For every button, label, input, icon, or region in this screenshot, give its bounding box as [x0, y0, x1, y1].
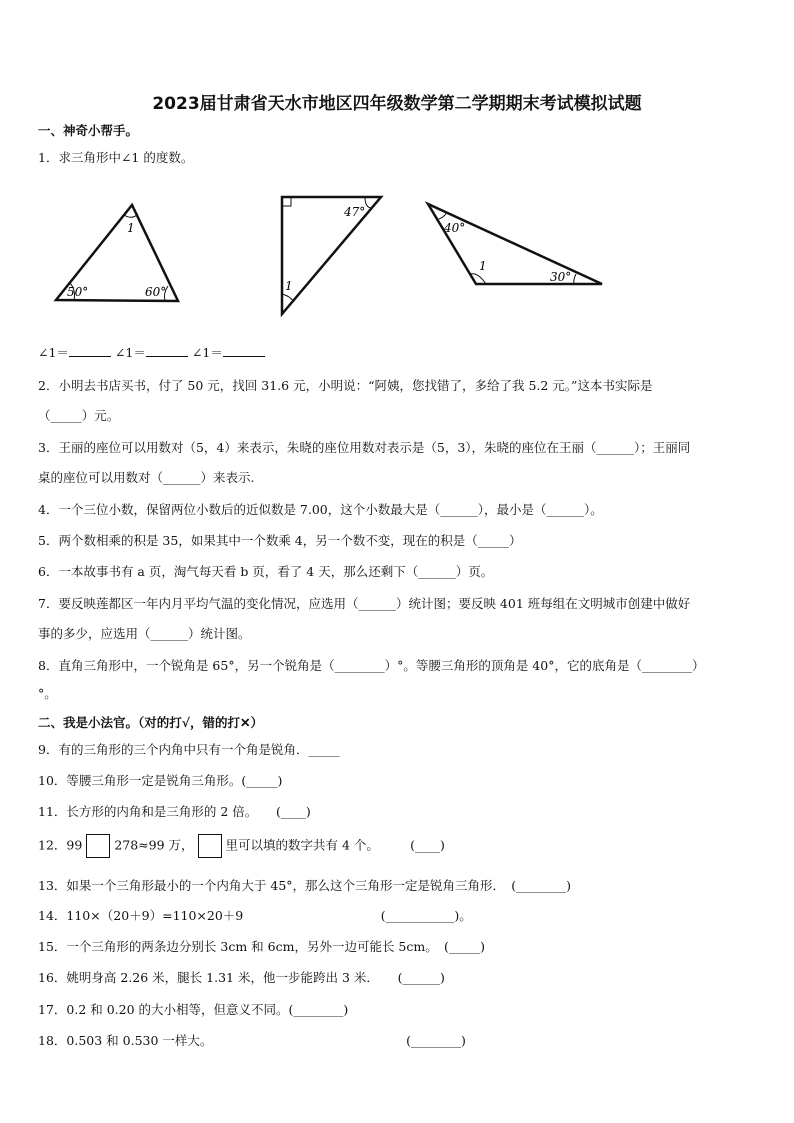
question-8-line-1: 8．直角三角形中，一个锐角是 65°，另一个锐角是（________）°。等腰三角形的顶角是 40°，它的底角是（________）: [38, 658, 705, 673]
t2-bottom-label: 1: [285, 279, 293, 293]
question-3-line-1: 3．王丽的座位可以用数对（5，4）来表示，朱晓的座位用数对表示是（5，3），朱晓的座位在王丽（______）；王丽同: [38, 440, 691, 455]
angle-answer-row: [38, 343, 265, 361]
q12-part-2: 278≈99 万，: [114, 837, 194, 853]
question-2-line-1: 2．小明去书店买书，付了 50 元，找回 31.6 元，小明说：“阿姨，您找错了，多给了我 5.2 元。”这本书实际是: [38, 378, 653, 393]
question-6: 6．一本故事书有 a 页，淘气每天看 b 页，看了 4 天，那么还剩下（______）页。: [38, 564, 494, 579]
t1-right-angle: 60°: [145, 285, 167, 299]
question-8-line-2: °。: [38, 686, 57, 701]
triangle-3: [428, 204, 602, 284]
triangle-figures: [0, 190, 794, 340]
t2-top-angle: 47°: [344, 205, 366, 219]
answer-blank-3[interactable]: [223, 344, 265, 357]
digit-box-2[interactable]: [198, 834, 222, 858]
section-1-heading: 一、神奇小帮手。: [38, 123, 139, 138]
t3-right-angle: 30°: [550, 270, 572, 284]
page-title: 2023届甘肃省天水市地区四年级数学第二学期期末考试模拟试题: [152, 94, 642, 114]
answer-blank-2[interactable]: [146, 344, 188, 357]
digit-box-1[interactable]: [86, 834, 110, 858]
t3-left-angle: 40°: [444, 221, 466, 235]
angle-answer-2: ∠1＝: [114, 345, 146, 360]
question-11: 11．长方形的内角和是三角形的 2 倍。 (____): [38, 804, 311, 819]
question-5: 5．两个数相乘的积是 35，如果其中一个数乘 4，另一个数不变，现在的积是（_____）: [38, 533, 522, 548]
q12-part-1: 12．99: [38, 837, 83, 853]
t1-vertex-label: 1: [127, 221, 135, 235]
section-2-heading: 二、我是小法官。（对的打√，错的打✕）: [38, 715, 263, 730]
t1-left-angle: 50°: [67, 285, 89, 299]
question-7-line-1: 7．要反映莲都区一年内月平均气温的变化情况，应选用（______）统计图；要反映 401 班每组在文明城市创建中做好: [38, 596, 691, 611]
question-12: [38, 834, 445, 858]
question-9: 9．有的三角形的三个内角中只有一个角是锐角．_____: [38, 742, 340, 757]
angle-answer-3: ∠1＝: [191, 345, 223, 360]
question-4: 4．一个三位小数，保留两位小数后的近似数是 7.00，这个小数最大是（______），最小是（______）。: [38, 502, 603, 517]
answer-blank-1[interactable]: [69, 344, 111, 357]
question-13: 13．如果一个三角形最小的一个内角大于 45°，那么这个三角形一定是锐角三角形． (________): [38, 878, 572, 893]
question-18: 18．0.503 和 0.530 一样大。 (________): [38, 1033, 466, 1048]
question-7-line-2: 事的多少，应选用（______）统计图。: [38, 626, 251, 641]
question-10: 10．等腰三角形一定是锐角三角形。(_____): [38, 773, 283, 788]
question-3-line-2: 桌的座位可以用数对（______）来表示.: [38, 470, 255, 485]
question-15: 15．一个三角形的两条边分别长 3cm 和 6cm，另外一边可能长 5cm。 (_____): [38, 939, 485, 954]
question-17: 17．0.2 和 0.20 的大小相等，但意义不同。(________): [38, 1002, 349, 1017]
triangle-2: [282, 197, 381, 314]
question-14: 14．110×（20＋9）=110×20＋9 (___________)。: [38, 908, 472, 923]
question-2-line-2: （_____）元。: [38, 408, 120, 423]
t3-middle-label: 1: [479, 259, 487, 273]
question-1: 1．求三角形中∠1 的度数。: [38, 150, 194, 165]
angle-answer-1: ∠1＝: [38, 345, 69, 360]
question-16: 16．姚明身高 2.26 米，腿长 1.31 米，他一步能跨出 3 米． (______): [38, 970, 445, 985]
triangle-1: [56, 205, 178, 301]
q12-part-3: 里可以填的数字共有 4 个。 (____): [225, 837, 445, 853]
